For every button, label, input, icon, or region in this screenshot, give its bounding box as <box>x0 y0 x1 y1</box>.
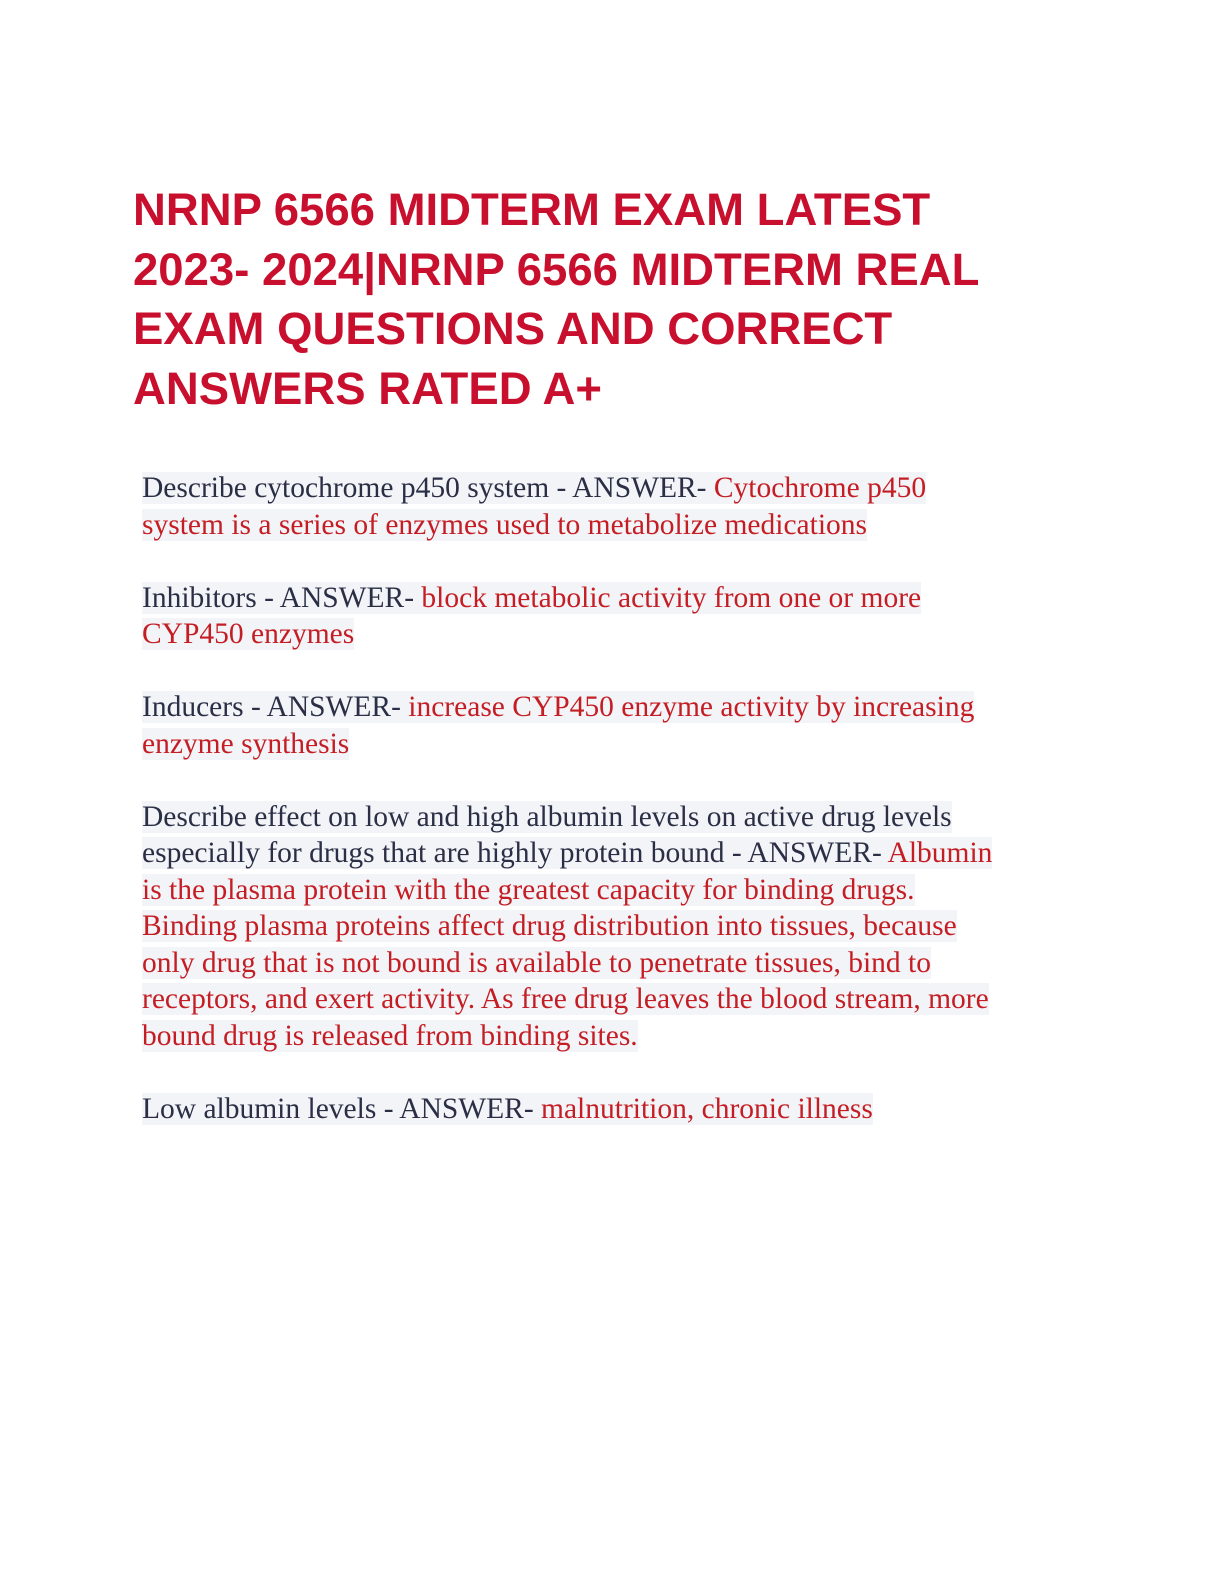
title-line: 2023- 2024|NRNP 6566 MIDTERM REAL <box>133 243 980 295</box>
qa-line <box>142 872 1102 909</box>
answer-text: malnutrition, chronic illness <box>533 1092 873 1125</box>
title-line: EXAM QUESTIONS AND CORRECT <box>133 303 893 354</box>
qa-list <box>142 470 1102 1164</box>
question-text: Describe effect on low and high albumin levels on active drug levels <box>142 800 952 833</box>
qa-line <box>142 908 1102 945</box>
title-line: NRNP 6566 MIDTERM EXAM LATEST <box>133 184 931 235</box>
qa-line <box>142 799 1102 836</box>
answer-text: CYP450 enzymes <box>142 618 355 650</box>
answer-text: is the plasma protein with the greatest capacity for binding drugs. <box>142 873 915 906</box>
answer-text: receptors, and exert activity. As free drug leaves the blood stream, more <box>142 983 989 1015</box>
qa-line <box>142 726 1102 763</box>
title-line: ANSWERS RATED A+ <box>133 362 602 414</box>
qa-line <box>142 1018 1102 1055</box>
question-text: Describe cytochrome p450 system - ANSWER- <box>142 472 707 504</box>
qa-item <box>142 470 1102 543</box>
answer-text: system is a series of enzymes used to metabolize medications <box>142 508 868 541</box>
answer-text: block metabolic activity from one or more <box>414 581 922 614</box>
qa-line <box>142 835 1102 872</box>
question-text: Low albumin levels - ANSWER- <box>142 1092 534 1125</box>
qa-item <box>142 799 1102 1055</box>
answer-text: only drug that is not bound is available to penetrate tissues, bind to <box>142 946 931 979</box>
qa-line <box>142 580 1102 617</box>
answer-text: bound drug is released from binding sites. <box>142 1019 638 1052</box>
answer-text: enzyme synthesis <box>142 727 350 760</box>
answer-text: Binding plasma proteins affect drug distribution into tissues, because <box>142 910 957 942</box>
qa-line <box>142 689 1102 726</box>
answer-text: increase CYP450 enzyme activity by increasing <box>400 691 975 723</box>
answer-text: Cytochrome p450 <box>706 472 927 504</box>
qa-item <box>142 1091 1102 1128</box>
document-title <box>133 180 1093 418</box>
qa-line <box>142 507 1102 544</box>
question-text: Inducers - ANSWER- <box>142 691 401 723</box>
answer-text: Albumin <box>881 837 993 869</box>
question-text: especially for drugs that are highly protein bound - ANSWER- <box>142 837 882 869</box>
qa-line <box>142 616 1102 653</box>
qa-item <box>142 689 1102 762</box>
qa-line <box>142 945 1102 982</box>
qa-line <box>142 1091 1102 1128</box>
question-text: Inhibitors - ANSWER- <box>142 581 415 614</box>
qa-line <box>142 981 1102 1018</box>
qa-line <box>142 470 1102 507</box>
qa-item <box>142 580 1102 653</box>
